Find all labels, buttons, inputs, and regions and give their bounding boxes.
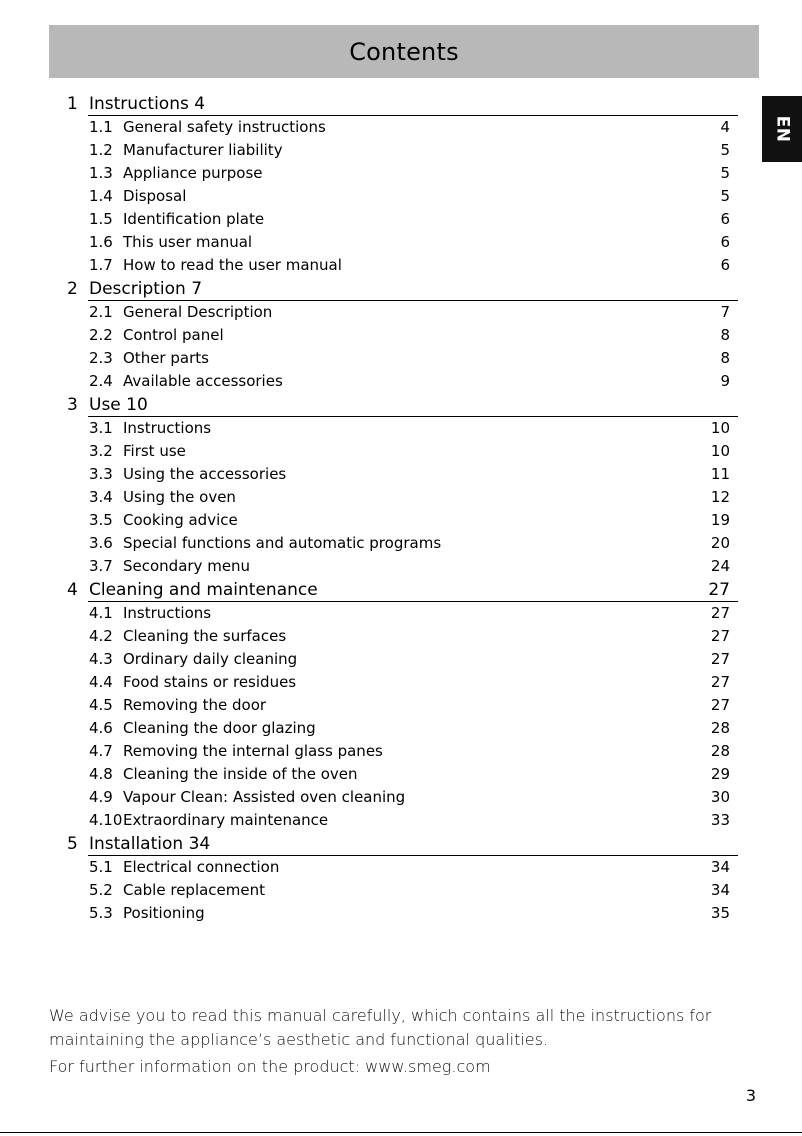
section-name: Appliance purpose xyxy=(123,164,263,182)
section-name: Manufacturer liability xyxy=(123,141,283,159)
section-page: 27 xyxy=(710,696,730,714)
section-page: 34 xyxy=(710,881,730,899)
chapter-name: Instructions xyxy=(89,94,189,114)
chapter-title xyxy=(67,277,202,301)
chapter-name: Description xyxy=(89,279,186,299)
section-name: Removing the internal glass panes xyxy=(123,742,383,760)
section-row xyxy=(0,879,802,902)
chapter-title xyxy=(67,832,210,856)
section-title xyxy=(89,625,286,648)
section-number: 4.5 xyxy=(89,696,113,714)
section-page: 27 xyxy=(710,673,730,691)
section-name: Using the oven xyxy=(123,488,236,506)
section-page: 24 xyxy=(710,557,730,575)
section-name: General safety instructions xyxy=(123,118,326,136)
section-title xyxy=(89,162,263,185)
section-number: 3.3 xyxy=(89,465,113,483)
section-row xyxy=(0,254,802,277)
section-title xyxy=(89,786,405,809)
section-number: 1.4 xyxy=(89,187,113,205)
section-title xyxy=(89,555,250,578)
section-name: Secondary menu xyxy=(123,557,251,575)
chapter-number: 4 xyxy=(67,580,78,600)
section-title xyxy=(89,671,296,694)
section-title xyxy=(89,324,224,347)
section-name: Removing the door xyxy=(123,696,267,714)
section-page: 7 xyxy=(720,303,730,321)
chapter-page: 4 xyxy=(194,94,206,114)
section-name: Cable replacement xyxy=(123,881,266,899)
section-name: Identification plate xyxy=(123,210,265,228)
section-row xyxy=(0,902,802,925)
section-page: 6 xyxy=(720,210,730,228)
section-number: 1.2 xyxy=(89,141,113,159)
section-page: 8 xyxy=(720,349,730,367)
section-title xyxy=(89,231,252,254)
section-row xyxy=(0,139,802,162)
section-page: 10 xyxy=(710,442,730,460)
section-name: Cleaning the inside of the oven xyxy=(123,765,358,783)
section-row xyxy=(0,648,802,671)
section-number: 2.2 xyxy=(89,326,113,344)
section-page: 34 xyxy=(710,858,730,876)
chapter-row xyxy=(0,393,802,417)
section-number: 3.4 xyxy=(89,488,113,506)
section-number: 3.7 xyxy=(89,557,113,575)
section-title xyxy=(89,254,342,277)
section-page: 27 xyxy=(710,650,730,668)
section-page: 33 xyxy=(710,811,730,829)
chapter-title xyxy=(67,92,205,116)
section-number: 1.3 xyxy=(89,164,113,182)
section-page: 11 xyxy=(710,465,730,483)
section-name: Extraordinary maintenance xyxy=(123,811,329,829)
chapter-title xyxy=(67,393,148,417)
advice-text: We advise you to read this manual carefully, which contains all the instructions for maintaining the appliance’s aesthetic and functional qualities. xyxy=(49,1006,712,1049)
section-page: 8 xyxy=(720,326,730,344)
section-row xyxy=(0,486,802,509)
chapter-page: 34 xyxy=(188,834,211,854)
chapter-number: 2 xyxy=(67,279,78,299)
section-number: 1.7 xyxy=(89,256,113,274)
section-number: 5.2 xyxy=(89,881,113,899)
section-name: Using the accessories xyxy=(123,465,287,483)
chapter-title xyxy=(67,578,318,602)
page-title: Contents xyxy=(349,37,459,66)
chapter-row xyxy=(0,277,802,301)
section-row xyxy=(0,763,802,786)
section-number: 1.6 xyxy=(89,233,113,251)
page-number: 3 xyxy=(745,1086,756,1105)
chapter-row xyxy=(0,92,802,116)
section-number: 2.3 xyxy=(89,349,113,367)
section-name: General Description xyxy=(123,303,273,321)
chapter-number: 1 xyxy=(67,94,78,114)
section-page: 12 xyxy=(710,488,730,506)
section-row xyxy=(0,370,802,393)
section-name: Positioning xyxy=(123,904,205,922)
section-title xyxy=(89,809,328,832)
section-page: 29 xyxy=(710,765,730,783)
section-title xyxy=(89,486,236,509)
section-name: Vapour Clean: Assisted oven cleaning xyxy=(123,788,406,806)
section-number: 4.9 xyxy=(89,788,113,806)
section-title xyxy=(89,602,211,625)
section-number: 3.5 xyxy=(89,511,113,529)
section-title xyxy=(89,347,209,370)
section-title xyxy=(89,532,441,555)
chapter-page-right: 27 xyxy=(708,580,730,600)
section-title xyxy=(89,509,238,532)
section-row xyxy=(0,231,802,254)
section-name: Food stains or residues xyxy=(123,673,297,691)
section-title xyxy=(89,879,265,902)
section-row xyxy=(0,717,802,740)
section-title xyxy=(89,139,283,162)
chapter-name: Cleaning and maintenance xyxy=(89,580,318,600)
section-row xyxy=(0,786,802,809)
section-title xyxy=(89,208,264,231)
section-name: This user manual xyxy=(123,233,253,251)
section-name: Ordinary daily cleaning xyxy=(123,650,298,668)
chapter-page: 10 xyxy=(126,395,148,415)
section-row xyxy=(0,809,802,832)
section-number: 4.10 xyxy=(89,811,123,829)
section-number: 4.3 xyxy=(89,650,113,668)
section-row xyxy=(0,856,802,879)
section-page: 6 xyxy=(720,256,730,274)
section-number: 2.1 xyxy=(89,303,113,321)
section-page: 9 xyxy=(720,372,730,390)
section-page: 27 xyxy=(710,627,730,645)
section-title xyxy=(89,463,286,486)
section-title xyxy=(89,856,279,879)
section-title xyxy=(89,440,186,463)
section-title xyxy=(89,717,316,740)
section-name: Available accessories xyxy=(123,372,283,390)
section-number: 5.1 xyxy=(89,858,113,876)
section-page: 5 xyxy=(720,187,730,205)
section-number: 1.5 xyxy=(89,210,113,228)
section-page: 5 xyxy=(720,164,730,182)
section-name: Electrical connection xyxy=(123,858,280,876)
section-name: Cleaning the door glazing xyxy=(123,719,316,737)
section-row xyxy=(0,463,802,486)
chapter-page: 7 xyxy=(191,279,203,299)
section-page: 6 xyxy=(720,233,730,251)
chapter-name: Installation xyxy=(89,834,184,854)
section-page: 28 xyxy=(710,719,730,737)
chapter-number: 3 xyxy=(67,395,78,415)
section-name: Cooking advice xyxy=(123,511,238,529)
section-number: 5.3 xyxy=(89,904,113,922)
section-title xyxy=(89,648,297,671)
section-number: 4.2 xyxy=(89,627,113,645)
section-page: 20 xyxy=(710,534,730,552)
section-name: How to read the user manual xyxy=(123,256,342,274)
section-name: Instructions xyxy=(123,419,212,437)
section-title xyxy=(89,116,326,139)
section-row xyxy=(0,555,802,578)
section-number: 4.8 xyxy=(89,765,113,783)
section-name: Instructions xyxy=(123,604,212,622)
section-number: 3.6 xyxy=(89,534,113,552)
section-page: 4 xyxy=(720,118,730,136)
section-number: 1.1 xyxy=(89,118,113,136)
section-title xyxy=(89,740,383,763)
section-number: 4.1 xyxy=(89,604,113,622)
chapter-name: Use xyxy=(89,395,121,415)
chapter-number: 5 xyxy=(67,834,78,854)
section-row xyxy=(0,740,802,763)
section-row xyxy=(0,208,802,231)
section-row xyxy=(0,694,802,717)
section-row xyxy=(0,417,802,440)
website-info: For further information on the product: www.smeg.com xyxy=(49,1057,491,1076)
section-row xyxy=(0,301,802,324)
section-title xyxy=(89,902,205,925)
section-row xyxy=(0,440,802,463)
reading-advice xyxy=(49,1004,749,1079)
chapter-row xyxy=(0,578,802,602)
section-row xyxy=(0,602,802,625)
section-row xyxy=(0,162,802,185)
section-page: 5 xyxy=(720,141,730,159)
section-name: Control panel xyxy=(123,326,224,344)
section-title xyxy=(89,694,266,717)
section-row xyxy=(0,509,802,532)
section-title xyxy=(89,370,283,393)
section-row xyxy=(0,347,802,370)
section-page: 30 xyxy=(710,788,730,806)
section-title xyxy=(89,763,358,786)
table-of-contents xyxy=(0,92,802,925)
section-row xyxy=(0,532,802,555)
section-title xyxy=(89,417,211,440)
section-row xyxy=(0,671,802,694)
section-page: 35 xyxy=(710,904,730,922)
section-page: 27 xyxy=(710,604,730,622)
section-row xyxy=(0,116,802,139)
section-name: First use xyxy=(123,442,186,460)
section-page: 28 xyxy=(710,742,730,760)
section-number: 2.4 xyxy=(89,372,113,390)
section-name: Cleaning the surfaces xyxy=(123,627,287,645)
chapter-row xyxy=(0,832,802,856)
section-title xyxy=(89,301,272,324)
section-number: 3.2 xyxy=(89,442,113,460)
bottom-rule xyxy=(0,1132,802,1133)
section-row xyxy=(0,185,802,208)
section-number: 4.4 xyxy=(89,673,113,691)
section-page: 10 xyxy=(710,419,730,437)
section-number: 3.1 xyxy=(89,419,113,437)
section-page: 19 xyxy=(710,511,730,529)
language-label: EN xyxy=(772,115,792,143)
section-row xyxy=(0,324,802,347)
section-name: Other parts xyxy=(123,349,209,367)
section-name: Disposal xyxy=(123,187,187,205)
section-name: Special functions and automatic programs xyxy=(123,534,442,552)
section-row xyxy=(0,625,802,648)
section-title xyxy=(89,185,186,208)
contents-header xyxy=(49,25,759,78)
section-number: 4.6 xyxy=(89,719,113,737)
section-number: 4.7 xyxy=(89,742,113,760)
